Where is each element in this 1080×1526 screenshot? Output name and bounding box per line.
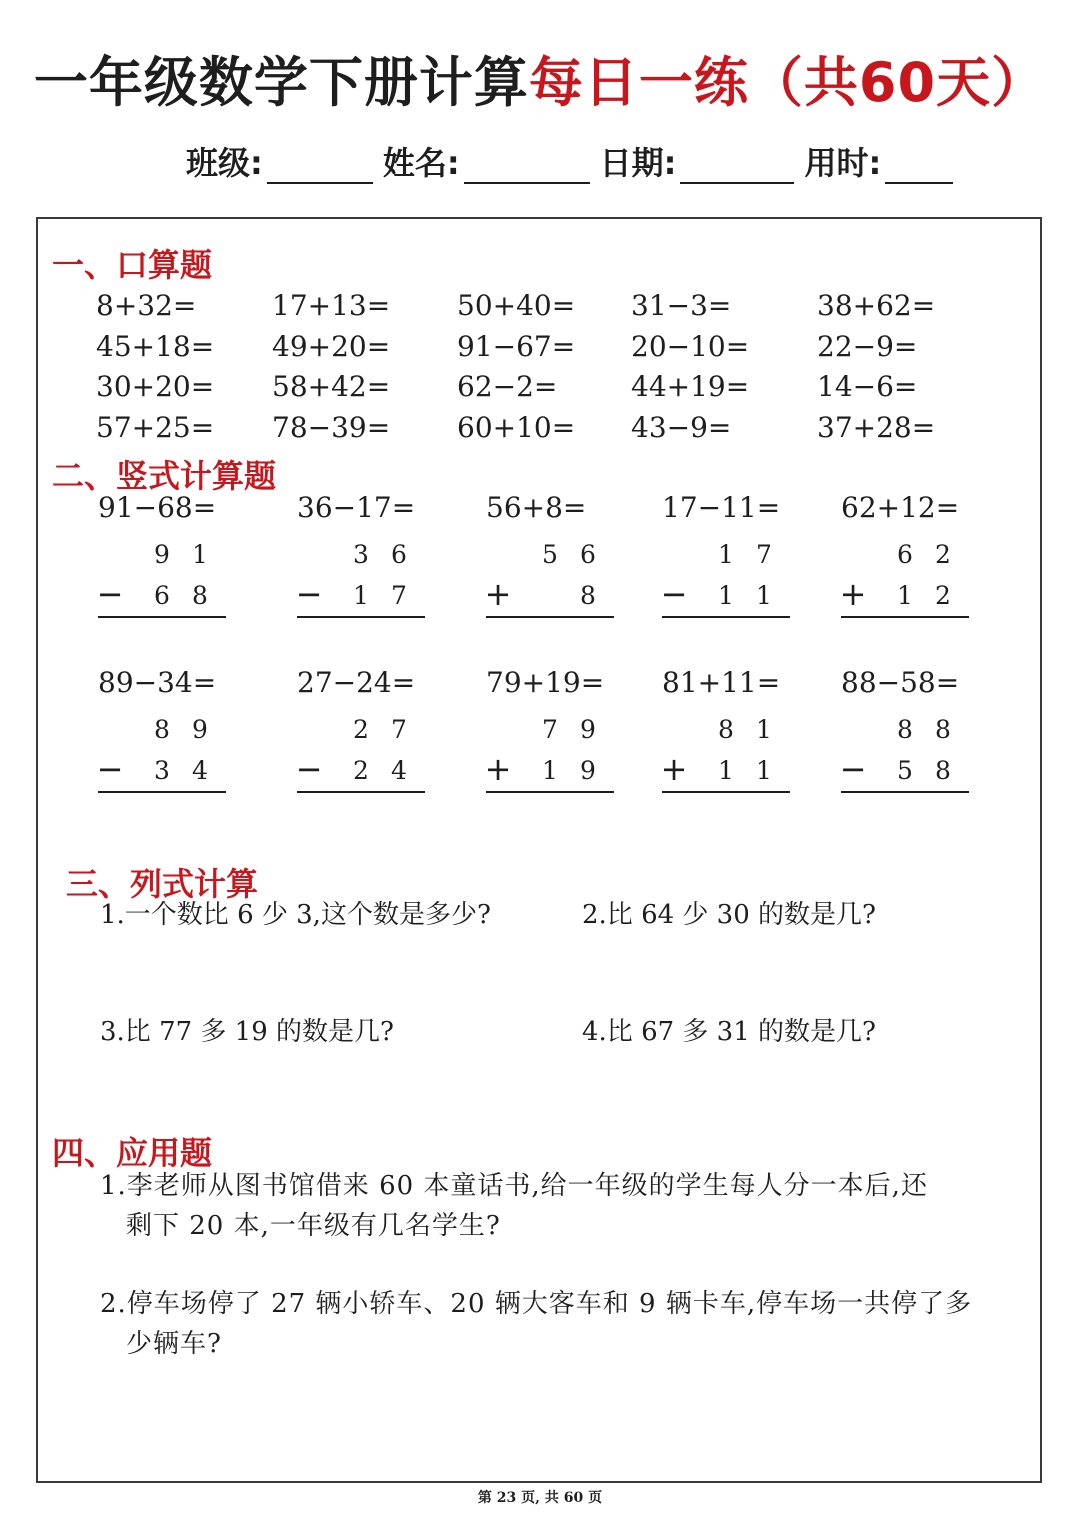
title-main: 一年级数学下册计算 [33, 51, 529, 114]
oral-problem: 45+18= [96, 330, 215, 363]
vertical-operator: − [96, 750, 124, 788]
vertical-top-digit: 8 [897, 715, 913, 744]
application-line: 剩下 20 本,一年级有几名学生? [126, 1211, 501, 1241]
vertical-bottom-digit: 1 [897, 581, 913, 610]
vertical-operator: − [96, 575, 124, 613]
vertical-answer-line [486, 616, 614, 618]
vertical-operator: − [295, 575, 323, 613]
vertical-operator: + [484, 750, 512, 788]
oral-problem: 91−67= [457, 330, 576, 363]
vertical-bottom-digit: 8 [935, 756, 951, 785]
oral-problem: 44+19= [631, 370, 750, 403]
list-calc-question: 1.一个数比 6 少 3,这个数是多少? [100, 900, 491, 930]
vertical-top-digit: 3 [353, 540, 369, 569]
vertical-problem: 88−58= [841, 666, 960, 699]
oral-problem: 14−6= [817, 370, 918, 403]
section-title-oral: 一、口算题 [52, 246, 213, 284]
vertical-top-digit: 8 [718, 715, 734, 744]
vertical-problem: 17−11= [662, 491, 781, 524]
oral-problem: 22−9= [817, 330, 918, 363]
application-line: 1.李老师从图书馆借来 60 本童话书,给一年级的学生每人分一本后,还 [100, 1171, 928, 1201]
oral-problem: 50+40= [457, 289, 576, 322]
vertical-top-digit: 2 [935, 540, 951, 569]
name-field[interactable] [464, 152, 590, 184]
vertical-problem: 27−24= [297, 666, 416, 699]
date-field[interactable] [680, 152, 794, 184]
vertical-bottom-digit: 5 [897, 756, 913, 785]
vertical-bottom-digit: 2 [935, 581, 951, 610]
vertical-answer-line [841, 791, 969, 793]
vertical-top-digit: 7 [391, 715, 407, 744]
time-label: 用时: [804, 144, 882, 182]
oral-problem: 57+25= [96, 411, 215, 444]
time-field[interactable] [885, 152, 953, 184]
vertical-problem: 81+11= [662, 666, 781, 699]
vertical-problem: 62+12= [841, 491, 960, 524]
vertical-bottom-digit: 1 [718, 581, 734, 610]
vertical-bottom-digit: 1 [718, 756, 734, 785]
vertical-top-digit: 8 [154, 715, 170, 744]
page-title [0, 40, 1080, 117]
title-highlight: 每日一练（共60天） [528, 51, 1047, 114]
vertical-top-digit: 1 [192, 540, 208, 569]
list-calc-question: 4.比 67 多 31 的数是几? [582, 1017, 876, 1047]
name-label: 姓名: [382, 144, 460, 182]
vertical-top-digit: 9 [154, 540, 170, 569]
oral-problem: 38+62= [817, 289, 936, 322]
vertical-problem: 89−34= [98, 666, 217, 699]
vertical-bottom-digit: 6 [154, 581, 170, 610]
date-label: 日期: [599, 144, 677, 182]
oral-problem: 30+20= [96, 370, 215, 403]
vertical-answer-line [297, 616, 425, 618]
vertical-operator: + [660, 750, 688, 788]
vertical-top-digit: 6 [391, 540, 407, 569]
vertical-bottom-digit: 2 [353, 756, 369, 785]
vertical-bottom-digit: 3 [154, 756, 170, 785]
vertical-top-digit: 2 [353, 715, 369, 744]
vertical-answer-line [98, 616, 226, 618]
vertical-bottom-digit: 1 [756, 756, 772, 785]
vertical-bottom-digit: 4 [192, 756, 208, 785]
vertical-operator: − [839, 750, 867, 788]
vertical-bottom-digit: 8 [192, 581, 208, 610]
section-title-list-calc: 三、列式计算 [66, 865, 259, 903]
vertical-answer-line [98, 791, 226, 793]
vertical-top-digit: 8 [935, 715, 951, 744]
oral-problem: 43−9= [631, 411, 732, 444]
oral-problem: 31−3= [631, 289, 732, 322]
vertical-top-digit: 6 [897, 540, 913, 569]
oral-problem: 37+28= [817, 411, 936, 444]
vertical-bottom-digit: 1 [542, 756, 558, 785]
vertical-operator: − [295, 750, 323, 788]
vertical-problem: 79+19= [486, 666, 605, 699]
vertical-top-digit: 1 [756, 715, 772, 744]
list-calc-question: 3.比 77 多 19 的数是几? [100, 1017, 394, 1047]
oral-problem: 60+10= [457, 411, 576, 444]
section-title-vertical: 二、竖式计算题 [52, 457, 277, 495]
oral-problem: 49+20= [272, 330, 391, 363]
page-footer: 第 23 页, 共 60 页 [477, 1490, 603, 1506]
application-line: 2.停车场停了 27 辆小轿车、20 辆大客车和 9 辆卡车,停车场一共停了多 [100, 1289, 973, 1319]
oral-problem: 58+42= [272, 370, 391, 403]
application-question [100, 1284, 1000, 1364]
vertical-top-digit: 5 [542, 540, 558, 569]
class-field[interactable] [267, 152, 373, 184]
vertical-bottom-digit: 1 [353, 581, 369, 610]
application-question [100, 1166, 1000, 1246]
vertical-top-digit: 7 [542, 715, 558, 744]
vertical-answer-line [841, 616, 969, 618]
vertical-top-digit: 9 [192, 715, 208, 744]
vertical-answer-line [486, 791, 614, 793]
vertical-top-digit: 1 [718, 540, 734, 569]
class-label: 班级: [186, 144, 263, 182]
vertical-operator: + [839, 575, 867, 613]
vertical-answer-line [662, 791, 790, 793]
vertical-top-digit: 9 [580, 715, 596, 744]
section-title-application: 四、应用题 [52, 1134, 213, 1172]
oral-problem: 62−2= [457, 370, 558, 403]
vertical-top-digit: 6 [580, 540, 596, 569]
vertical-operator: − [660, 575, 688, 613]
vertical-bottom-digit: 7 [391, 581, 407, 610]
vertical-answer-line [297, 791, 425, 793]
oral-problem: 17+13= [272, 289, 391, 322]
oral-problem: 78−39= [272, 411, 391, 444]
list-calc-question: 2.比 64 少 30 的数是几? [582, 900, 876, 930]
vertical-problem: 36−17= [297, 491, 416, 524]
vertical-problem: 91−68= [98, 491, 217, 524]
vertical-bottom-digit: 1 [756, 581, 772, 610]
vertical-problem: 56+8= [486, 491, 587, 524]
application-line: 少辆车? [126, 1329, 222, 1359]
vertical-bottom-digit: 8 [580, 581, 596, 610]
vertical-operator: + [484, 575, 512, 613]
vertical-top-digit: 7 [756, 540, 772, 569]
oral-problem: 8+32= [96, 289, 197, 322]
vertical-answer-line [662, 616, 790, 618]
vertical-bottom-digit: 4 [391, 756, 407, 785]
oral-problem: 20−10= [631, 330, 750, 363]
student-info [186, 138, 963, 184]
vertical-bottom-digit: 9 [580, 756, 596, 785]
